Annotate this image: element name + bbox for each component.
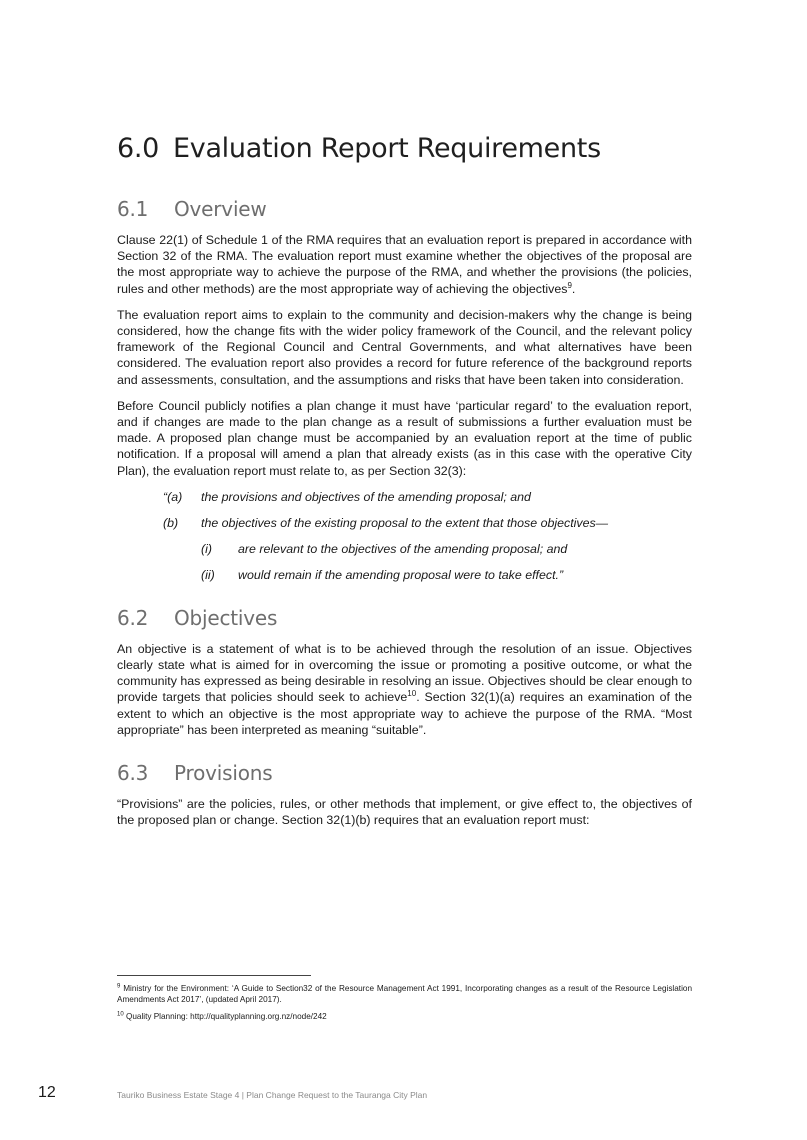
footnote-divider — [117, 975, 311, 976]
section-32-quote — [117, 489, 692, 583]
chapter-number: 6.0 — [117, 133, 160, 164]
section-spacer — [117, 593, 692, 605]
footnote-ref-9[interactable]: 9 — [567, 280, 572, 290]
chapter-heading — [117, 132, 692, 166]
section-heading-overview — [117, 196, 692, 222]
overview-paragraph-2: The evaluation report aims to explain to the community and decision-makers why the change is being considered, how the change fits with the wider policy framework of the Council, and the relevant policy framework of the Regional Council and Central Governments, and what alternatives have been considered. The evaluation report also provides a record for future reference of the background reports and assessments, consultation, and the assumptions and risks that have been taken into consideration. — [117, 307, 692, 387]
section-number: 6.1 — [117, 197, 149, 221]
provisions-paragraph: “Provisions” are the policies, rules, or other methods that implement, or give effect to, the objectives of the proposed plan or change. Section 32(1)(b) requires that an evaluation report must: — [117, 797, 692, 828]
quote-item-ii: (ii) would remain if the amending proposal were to take effect.” — [201, 567, 564, 582]
overview-paragraph-1: Clause 22(1) of Schedule 1 of the RMA requires that an evaluation report is prepared in accordance with Section 32 of the RMA. The evaluation report must examine whether the objectives of the proposal are the most appropriate way to achieve the purpose of the RMA, and whether the provisions (the policies, rules and other methods) are the most appropriate way of achieving the objectives$^9$. — [117, 233, 692, 296]
footnote-9: $^9$ Ministry for the Environment: ‘A Guide to Section32 of the Resource Management Act 1991, Incorporating changes as a result of the Resource Legislation Amendments Act 2017’, (updated April 2017). — [117, 983, 693, 1004]
page-number: 12 — [38, 1084, 56, 1101]
quote-item-a: “(a) the provisions and objectives of the amending proposal; and — [163, 489, 531, 504]
objectives-paragraph: An objective is a statement of what is to be achieved through the resolution of an issue. Objectives clearly state what is aimed for in overcoming the issue or promoting a positive outcome, or what the community has expressed as being desirable in resolving an issue. Objectives should be clear enough to provide targets that policies should seek to achieve$^{10}$. Section 32(1)(a) requires an examination of the extent to which an objective is the most appropriate way to achieve the purpose of the RMA. “Most appropriate” has been interpreted as meaning “suitable”. — [117, 641, 692, 737]
footer-text: Tauriko Business Estate Stage 4 | Plan Change Request to the Tauranga City Plan — [117, 1090, 428, 1100]
section-heading-provisions — [117, 760, 692, 786]
quote-item-i: (i) are relevant to the objectives of the amending proposal; and — [201, 541, 568, 556]
overview-paragraph-3: Before Council publicly notifies a plan change it must have ‘particular regard’ to the evaluation report, and if changes are made to the plan change as a result of submissions a further evaluation must be made. A proposed plan change must be accompanied by an evaluation report at the time of public notification. If a proposal will amend a plan that already exists (as in this case with the operative City Plan), the evaluation report must relate to, as per Section 32(3): — [117, 398, 692, 478]
section-title: Provisions — [174, 761, 273, 786]
footnotes — [117, 975, 692, 1028]
footnote-ref-10[interactable]: 10 — [407, 689, 417, 699]
chapter-title: Evaluation Report Requirements — [173, 133, 601, 164]
section-number: 6.2 — [117, 605, 149, 630]
section-spacer — [117, 748, 692, 760]
footnote-10: $^{10}$ Quality Planning: http://qualityplanning.org.nz/node/242 — [117, 1011, 327, 1021]
section-title: Overview — [174, 197, 267, 221]
section-heading-objectives — [117, 605, 692, 631]
quote-item-b: (b) the objectives of the existing proposal to the extent that those objectives— — [163, 515, 609, 530]
page-content — [117, 132, 692, 838]
section-number: 6.3 — [117, 761, 149, 786]
section-title: Objectives — [174, 605, 278, 630]
